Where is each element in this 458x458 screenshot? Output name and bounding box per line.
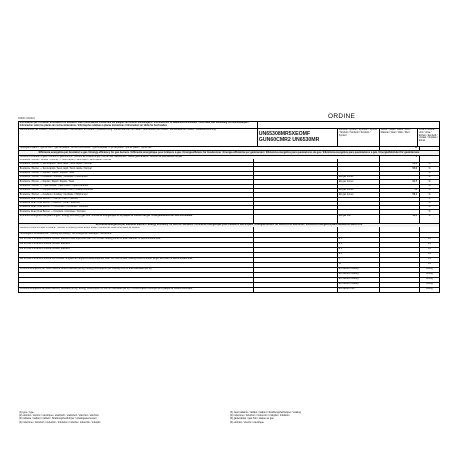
document-id: FM6F1 03/2021 xyxy=(18,117,35,120)
electric-label xyxy=(19,263,253,267)
electric-label xyxy=(19,283,253,287)
gas-unit: % xyxy=(419,185,439,188)
gas-section-title: Efficienza energetica per bruciatori a gas / Energy efficiency for gas burners / Efficacité énergétique pour brûleurs à gas / Energieeffizienz für Gasbrenner / Energie-efficiëntie per gasbrander / Eficiencia energética para quemadores de gas / Eficiência energética para queimadores a gás / Energieffektivitet för gasbrännare xyxy=(19,151,439,154)
gas-label: Bruciatore / Burner — Tripla corona / Triple crown / Triple couronne xyxy=(19,184,88,187)
electric-value xyxy=(379,263,419,267)
electric-unit: cm xyxy=(419,263,439,267)
electric-value xyxy=(379,268,419,272)
electric-symbol: L xyxy=(337,258,379,262)
value-header: Valore / Value / Valeur / Wert / Waarde / Valor / Valor / Wert xyxy=(379,129,417,146)
model-codes xyxy=(257,129,337,146)
footer-note: (3) radiante / radiant / radiant / Strahlungsheizkörper / stralingselementen xyxy=(19,417,97,421)
gas-label: Bruciatore / Burner — Semi-rapido / Semi-rapid / Semi-rapide / Normal xyxy=(19,163,92,166)
gas-label: Bruciatore Dual / Dual Burner — Completo / Complete / Complet xyxy=(19,210,86,213)
gas-value xyxy=(379,172,419,175)
gas-unit: % xyxy=(419,210,439,213)
gas-symbol: EE gas burner xyxy=(337,180,379,183)
electric-symbol: W xyxy=(337,263,379,267)
electric-row xyxy=(19,237,439,242)
gas-blank xyxy=(253,189,337,192)
hob-type-unit xyxy=(419,147,439,150)
gas-row xyxy=(19,205,439,209)
hob-type-value: M xyxy=(379,147,419,150)
electric-blank xyxy=(253,253,337,257)
electric-row xyxy=(19,227,439,232)
gas-symbol xyxy=(337,210,379,213)
gas-symbol xyxy=(337,185,379,188)
electric-unit: cm xyxy=(419,248,439,252)
footer-note: (6) elettrico / electric / électrique xyxy=(230,420,264,424)
model-code-2: GUN60CMR2 UN6530MR xyxy=(258,137,320,143)
electric-value xyxy=(379,248,419,252)
gas-hob-unit: % xyxy=(419,215,439,223)
electric-blank xyxy=(253,283,337,287)
electric-value xyxy=(379,253,419,257)
gas-symbol xyxy=(337,163,379,166)
gas-unit: % xyxy=(419,163,439,166)
electric-symbol: ø 4 xyxy=(337,253,379,257)
gas-burner-rows xyxy=(19,159,439,214)
electric-label: Consumo energetico per zona o area di cottura calcolato per kg / Energy consumption per cooking zone or area calculated per kg xyxy=(19,268,152,271)
gas-hob-row xyxy=(19,214,439,223)
electric-label: Per le zone o le aree di cottura non circolari: lunghezza e larghezza della superficie utile / For non-circular cooking zones or areas: length and width of useful surface area xyxy=(19,258,193,261)
gas-row xyxy=(19,171,439,175)
gas-value xyxy=(379,206,419,209)
gas-unit: % xyxy=(419,180,439,183)
electric-blank xyxy=(253,273,337,277)
order-label: ORDINE xyxy=(328,113,356,120)
gas-count-value: 4 xyxy=(379,156,419,159)
electric-rows xyxy=(19,227,439,292)
electric-symbol: ø 1 xyxy=(337,238,379,242)
electric-symbol: ø 2 xyxy=(337,243,379,247)
gas-row xyxy=(19,188,439,192)
gas-unit: % xyxy=(419,202,439,205)
electric-blank xyxy=(253,263,337,267)
gas-blank xyxy=(253,163,337,166)
gas-unit: % xyxy=(419,167,439,170)
electric-label: Per le zone o le aree di cottura circolari: diametro della superficie utile / For circular cooking zones or area: diameter of useful surface area xyxy=(19,238,161,241)
gas-symbol xyxy=(337,198,379,201)
hob-type-row xyxy=(19,146,439,150)
electric-row xyxy=(19,287,439,292)
electric-symbol xyxy=(337,233,379,237)
gas-hob-blank xyxy=(253,215,337,223)
footer-note: (4) induzione / induction / inducción / indução / Induktion xyxy=(230,414,290,418)
gas-symbol: EE gas burner xyxy=(337,176,379,179)
electric-unit: Wh/kg xyxy=(419,268,439,272)
electric-row xyxy=(19,272,439,277)
gas-unit: % xyxy=(419,193,439,196)
electric-blank xyxy=(253,248,337,252)
electric-blank xyxy=(253,227,337,232)
electric-unit xyxy=(419,233,439,237)
gas-label: Bruciatore / Burner — Rapido / Rapid / Rapide / Stark xyxy=(19,180,75,183)
gas-row xyxy=(19,197,439,201)
model-row xyxy=(19,128,439,146)
electric-value xyxy=(379,233,419,237)
header-info-row xyxy=(19,122,439,128)
gas-label: Bruciatore Dual / Dual Burner — Interno / Inner / Intérieur xyxy=(19,197,79,200)
gas-hob-symbol: EE gas hob xyxy=(337,215,379,223)
gas-blank xyxy=(253,206,337,209)
gas-blank xyxy=(253,180,337,183)
electric-unit: Wh/kg xyxy=(419,288,439,292)
gas-label: Bruciatore / Burner — Rapido / Rapid / Rapide / Stark xyxy=(19,172,75,175)
electric-row xyxy=(19,277,439,282)
electric-value xyxy=(379,288,419,292)
footer-note: (2) elettrico / electric / électrique / elektrisch / elektrisch / eléctrico / eléctrico xyxy=(19,414,99,418)
gas-row xyxy=(19,184,439,188)
gas-label: Bruciatore / Burner — Ausiliario / Auxiliary / Auxiliaire / Hilfsbrenner xyxy=(19,193,88,196)
gas-value xyxy=(379,210,419,213)
electric-row xyxy=(19,252,439,257)
electric-section-title: Efficienza energetica per elementi elettrici / Energy efficiency for electric elements / Efficacité énergétique pour éléments électriques / Energieeffizienz für elektrische Elemente / Eficiencia energética para elementos eléctricos xyxy=(19,224,439,227)
electric-value xyxy=(379,243,419,247)
gas-blank xyxy=(253,202,337,205)
electric-blank xyxy=(253,288,337,292)
header-info-text: Informazioni per il cottura / Information for domestic Sola / Informations concernant les plaques de cuisson domestiques / Informationen zu Haushalt-Kochmulden / Informatie met betrekking tot huishoudelijke / Información sobre las placas de cocina domésticas / Informações relativas a placas domésticas / Information zur Hütte für Kochstellen xyxy=(19,122,249,127)
electric-unit xyxy=(419,227,439,232)
gas-symbol xyxy=(337,159,379,162)
electric-unit: cm xyxy=(419,253,439,257)
gas-unit: % xyxy=(419,206,439,209)
footer-note: (5) gaskookstel / gas hob / plaque au gaz xyxy=(230,417,274,421)
electric-symbol: EC electric cooking xyxy=(337,273,379,277)
energy-info-sheet xyxy=(18,121,440,293)
gas-symbol: EE gas burner xyxy=(337,193,379,196)
electric-value xyxy=(379,283,419,287)
gas-unit: % xyxy=(419,198,439,201)
electric-symbol: EC electric cooking xyxy=(337,283,379,287)
gas-row xyxy=(19,175,439,179)
electric-label: Per le zone o le aree di cottura circolari: diametro xyxy=(19,243,70,246)
gas-hob-value: 58,0 xyxy=(379,215,419,223)
gas-row xyxy=(19,209,439,213)
electric-unit: Wh/kg xyxy=(419,278,439,282)
gas-row xyxy=(19,166,439,170)
electric-label xyxy=(19,278,253,282)
gas-symbol xyxy=(337,167,379,170)
gas-count-label: Numero di bruciatori a gas / Number of gas burners / Nombre de brûleurs à gaz / Anzahl der Gasbrenner / Aantal gasbranders / Número de quemadores de gas xyxy=(19,155,183,158)
gas-blank xyxy=(253,172,337,175)
gas-value xyxy=(379,159,419,162)
gas-blank xyxy=(253,210,337,213)
gas-blank xyxy=(253,167,337,170)
gas-label: Bruciatore / Burner — Ausiliario / Auxiliary / Auxiliaire / Hilfsbrenner xyxy=(19,176,88,179)
electric-unit: cm xyxy=(419,238,439,242)
gas-row xyxy=(19,192,439,196)
electric-value xyxy=(379,258,419,262)
gas-label: Bruciatore Dual / Dual Burner — Combinato / Combined / Combiné xyxy=(19,206,88,209)
gas-blank xyxy=(253,198,337,201)
gas-label: Bruciatore / Burner — Doppia corona / Double crown / Double couronne xyxy=(19,189,93,192)
electric-blank xyxy=(253,238,337,242)
electric-row xyxy=(19,247,439,252)
gas-value xyxy=(379,198,419,201)
electric-row xyxy=(19,282,439,287)
gas-value: 55,0 xyxy=(379,167,419,170)
gas-row xyxy=(19,179,439,183)
electric-label: Numero di zone e/o aree di cottura / Number of cooking zones and/or areas / Nombre de zones et/ou aires de cuisson xyxy=(19,227,140,230)
gas-unit: % xyxy=(419,172,439,175)
gas-row xyxy=(19,159,439,162)
electric-symbol xyxy=(337,227,379,232)
gas-row xyxy=(19,201,439,205)
electric-label xyxy=(19,253,253,257)
electric-label: Consumo energetico del piano elettrico, calcolato per kg / Energy consumption for the hob calculated per kg / Consommation d'énergie de la plaque de cuisson électrique xyxy=(19,288,193,291)
electric-value xyxy=(379,273,419,277)
hob-type-label: Tipologia di piano / Type of hob / Type de plaque / Art der Kochmulde / Type kookplaat / Tipo de placa / Tipo de placa / Typ av häll xyxy=(19,147,152,150)
gas-value: 56,1 xyxy=(379,193,419,196)
unit-header: Unità di misura / Unit / Unité / Einheit / Eenheid / Unidad / Unidade / Enheit xyxy=(417,129,439,146)
gas-value: 73 xyxy=(379,189,419,192)
gas-row xyxy=(19,162,439,166)
electric-row xyxy=(19,267,439,272)
electric-label: Per le zone o le aree di cottura circolari: diametro xyxy=(19,248,70,251)
gas-label: Bruciatore / Burner — Semi-rapido / Semi-rapid / Semi-rapide / Normal xyxy=(19,167,92,170)
footer-notes xyxy=(18,411,440,424)
electric-symbol: EC electric cooking xyxy=(337,268,379,272)
electric-unit: cm xyxy=(419,258,439,262)
electric-blank xyxy=(253,258,337,262)
electric-blank xyxy=(253,233,337,237)
electric-unit: Wh/kg xyxy=(419,273,439,277)
header-info-blank xyxy=(257,122,439,128)
gas-value xyxy=(379,185,419,188)
electric-label: Tecnologia di riscaldamento / Heating technology / Technologie de chauffage / Heiztechnik xyxy=(19,233,112,236)
gas-symbol xyxy=(337,202,379,205)
gas-blank xyxy=(253,159,337,162)
electric-label xyxy=(19,273,253,277)
gas-symbol xyxy=(337,206,379,209)
gas-blank xyxy=(253,185,337,188)
gas-hob-label: Efficienza energetica del piano a gas / Energy efficiency gas hob / Efficacité énergétique de la plaque de cuisson au gaz / Energieeffizienz der Gas-Kochmulde xyxy=(19,215,193,218)
electric-blank xyxy=(253,268,337,272)
electric-unit: cm xyxy=(419,243,439,247)
electric-blank xyxy=(253,278,337,282)
electric-value xyxy=(379,238,419,242)
gas-unit: % xyxy=(419,176,439,179)
gas-unit: % xyxy=(419,189,439,192)
electric-blank xyxy=(253,243,337,247)
gas-value xyxy=(379,202,419,205)
electric-row xyxy=(19,257,439,262)
electric-symbol: EC electric hob xyxy=(337,288,379,292)
gas-label: Bruciatore / Burner / Brûleur / Brenner — Semi-rapido / Semi-rapid / Semi-rapide / Normal xyxy=(19,159,112,162)
footer-right-notes xyxy=(229,411,440,424)
footer-note: (1) type / type xyxy=(19,411,34,414)
model-id-label: Identificazione del modello / Model identification / Identification du modèle / Modellkennung / Identificatie van het model / Identificación del modelo / Identificação do modelo / Modellbezeichnung xyxy=(19,129,216,132)
electric-value xyxy=(379,227,419,232)
gas-value: 61,7 xyxy=(379,180,419,183)
gas-value: 55,0 xyxy=(379,163,419,166)
gas-blank xyxy=(253,193,337,196)
gas-symbol xyxy=(337,172,379,175)
gas-section-title-row xyxy=(19,150,439,154)
electric-row xyxy=(19,242,439,247)
electric-symbol: ø 3 xyxy=(337,248,379,252)
electric-row xyxy=(19,262,439,267)
model-code-1: UN65308MR5XEOMF xyxy=(258,131,311,137)
electric-row xyxy=(19,232,439,237)
gas-value xyxy=(379,176,419,179)
electric-unit: Wh/kg xyxy=(419,283,439,287)
footer-note: (4) induzione / induction / induction / Induktion / inductie / inducción / indução xyxy=(19,420,101,424)
footer-note: (3) zwar radiante / radiant / radiant / Strahlungsheizkörper / straling xyxy=(230,411,301,414)
symbol-header: Simbolo / Symbol / Symbole / Symbol / Simbolo / Símbolo / Símbolo / Symbol xyxy=(337,129,379,146)
electric-symbol: EC electric cooking xyxy=(337,278,379,282)
gas-label: Bruciatore Dual / Dual Burner — Esterno / Outer / Extérieur xyxy=(19,202,81,205)
gas-unit xyxy=(419,159,439,162)
gas-symbol: EE gas burner xyxy=(337,189,379,192)
footer-left-notes xyxy=(18,411,229,424)
electric-value xyxy=(379,278,419,282)
gas-blank xyxy=(253,176,337,179)
